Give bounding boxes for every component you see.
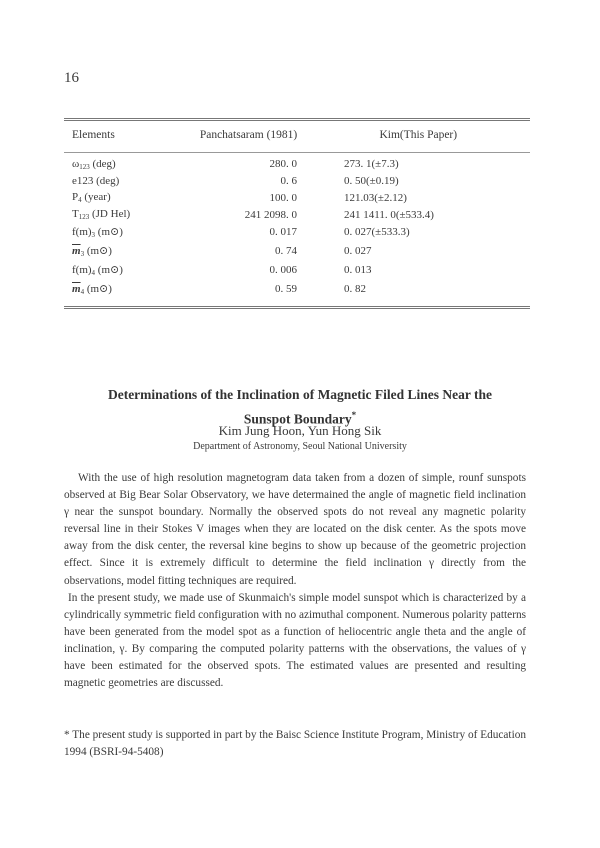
authors: Kim Jung Hoon, Yun Hong Sik: [218, 423, 382, 438]
table-body: [64, 153, 530, 300]
table-row: [64, 173, 530, 190]
element-symbol: f(m): [72, 263, 92, 276]
row-element-label: [64, 158, 193, 171]
value-kim: 0. 027: [344, 244, 372, 257]
header-elements: Elements: [72, 129, 115, 141]
row-element-label: [64, 175, 193, 187]
element-symbol: f(m): [72, 225, 92, 238]
title-line-1: Determinations of the Inclination of Magnetic Filed Lines Near the: [107, 387, 493, 402]
element-symbol: $\overline{m}$: [72, 244, 81, 257]
value-panchatsaram: 0. 006: [269, 263, 298, 276]
abstract-paragraph-1: With the use of high resolution magnetogram data taken from a dozen of simple, rounf sunspots observed at Big Bear Solar Observatory, we have determained the angle of magnetic field inclination γ near the sunspot boundary. Normally the observed spots do not reveal any magnetic polarity reversal line in their Stokes V images when they are located on the disk center. As the spots move away from the disk center, the reversal kine begins to show up because of the geometric projection effect. Since it is extremely difficult to determine the field inclination γ directly from the observations, model fitting techniques are required.: [64, 472, 526, 587]
row-element-label: [64, 208, 193, 221]
element-subscript: 123: [79, 162, 90, 171]
element-symbol: $\overline{m}$: [72, 283, 81, 296]
table-row: [64, 278, 530, 300]
row-element-label: [64, 191, 193, 204]
row-element-label: [64, 244, 193, 258]
element-unit: (JD Hel): [89, 208, 131, 221]
page-number: 16: [64, 70, 79, 86]
element-unit: (m⊙): [84, 283, 112, 296]
element-unit: (m⊙): [84, 244, 112, 257]
element-subscript: 123: [78, 213, 90, 222]
value-kim: 0. 50(±0.19): [344, 175, 399, 188]
abstract-paragraph-2: In the present study, we made use of Skunmaich's simple model sunspot which is characterized by a cylindrically symmetric field configuration with no azimuthal component. Numerous polarity patterns have been generated from the model spot as a function of heliocentric angle theta and the angle of inclination, γ. By comparing the computed polarity patterns with the observations, the values of γ have been estimated for the observed spots. The estimated values are presented and resulting magnetic geometries are discussed.: [64, 591, 526, 690]
value-kim: 0. 027(±533.3): [344, 225, 410, 238]
value-panchatsaram: 280. 0: [269, 158, 298, 171]
element-subscript: 4: [91, 268, 96, 277]
table-row: [64, 190, 530, 207]
table-row: [64, 240, 530, 262]
element-subscript: 3: [91, 230, 96, 239]
element-symbol: P: [72, 191, 79, 204]
element-subscript: 4: [78, 196, 82, 205]
value-kim: 241 1411. 0(±533.4): [344, 208, 434, 221]
element-unit: (m⊙): [95, 263, 123, 276]
value-panchatsaram: 0. 017: [269, 225, 298, 238]
table-row: [64, 261, 530, 278]
header-panchatsaram: Panchatsaram (1981): [199, 129, 298, 141]
table-row: [64, 206, 530, 223]
value-kim: 273. 1(±7.3): [344, 158, 399, 171]
value-panchatsaram: 0. 59: [275, 283, 298, 296]
value-panchatsaram: 0. 6: [280, 175, 298, 188]
value-kim: 0. 82: [344, 283, 367, 296]
title-line-2-text: Sunspot Boundary: [243, 411, 352, 427]
element-unit: (year): [81, 191, 111, 204]
row-element-label: [64, 225, 193, 239]
table-row: [64, 223, 530, 240]
title-footnote-mark: *: [351, 410, 357, 420]
value-panchatsaram: 100. 0: [269, 191, 298, 204]
element-symbol: ω: [72, 157, 80, 170]
row-element-label: [64, 263, 193, 277]
affiliation: Department of Astronomy, Seoul National University: [193, 441, 407, 452]
element-subscript: 4: [80, 288, 85, 297]
table-bottom-rule: [64, 306, 530, 309]
row-element-label: [64, 282, 193, 296]
table-row: [64, 156, 530, 173]
footnote: * The present study is supported in part by the Baisc Science Institute Program, Ministry of Education 1994 (BSRI-94-5408): [64, 729, 526, 759]
orbital-elements-table: [64, 118, 530, 309]
element-unit: (deg): [89, 157, 116, 170]
value-panchatsaram: 0. 74: [275, 244, 298, 257]
abstract: [64, 470, 526, 692]
element-unit: (m⊙): [95, 225, 123, 238]
element-subscript: 3: [80, 249, 85, 258]
value-panchatsaram: 241 2098. 0: [244, 208, 298, 221]
element-symbol: T: [72, 208, 79, 221]
table-header: [64, 121, 530, 145]
value-kim: 0. 013: [344, 263, 372, 276]
value-kim: 121.03(±2.12): [344, 191, 407, 204]
element-symbol: e123 (deg): [72, 175, 120, 188]
header-kim: Kim(This Paper): [379, 129, 458, 141]
